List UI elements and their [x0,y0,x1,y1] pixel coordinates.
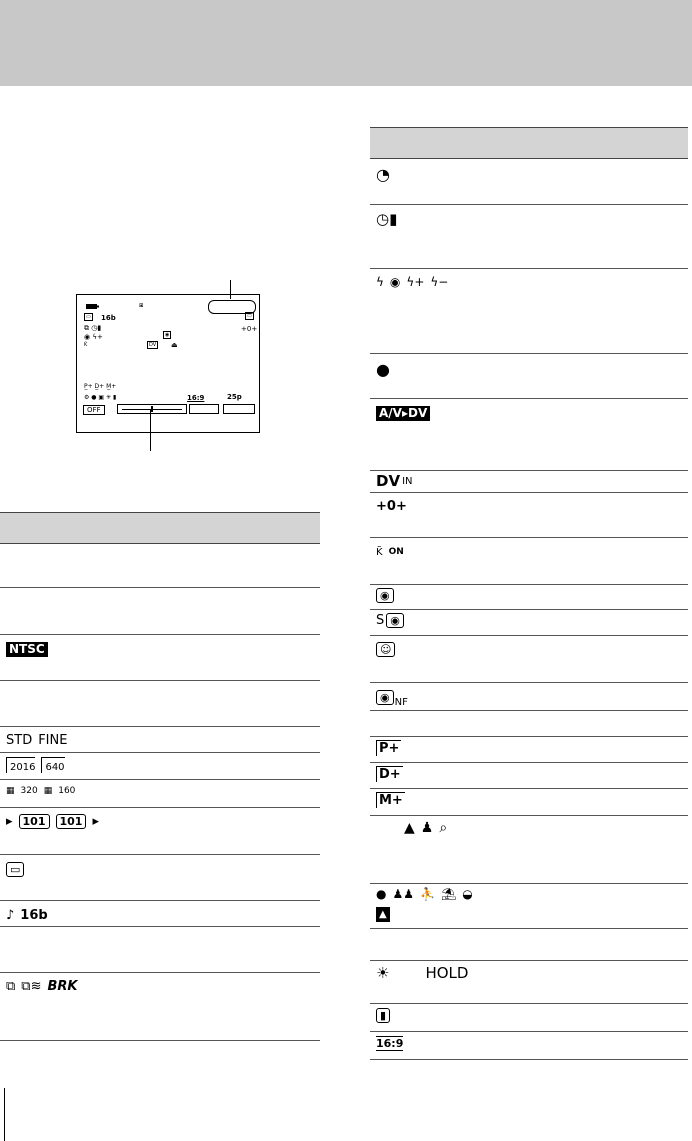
redeye-flash-icon: ◉ ϟ+ [84,333,103,341]
wide-row [376,1034,403,1052]
on-label: ON [388,547,404,557]
ntsc-row [6,640,48,658]
portrait-scene-icon: ● [376,887,387,901]
size-640-label: 640 [41,757,64,773]
landscape-box-icon: ▲ [376,907,390,922]
in-label: IN [402,475,413,487]
folder-101-label: 101 [19,814,50,829]
memory-card-icon: ▭ [247,313,252,319]
magnify-icon: ⌕ [439,820,448,836]
audio-16b-label: 16b [20,907,48,923]
dv-in-row [376,472,413,490]
flash-icon: ϟ [376,275,384,289]
screen-box-1 [189,404,219,414]
size-320-label: 320 [20,786,38,796]
eject-icon: ⏏ [171,341,178,349]
mode-icon: ⧆ [139,301,144,309]
program-d-row [376,765,403,783]
frame-rate-label: 25p [227,393,242,401]
sports-icon: ⛹ [420,887,435,901]
size-2016-label: 2016 [6,757,35,773]
nf-icon: ◉ [376,690,394,705]
record-row [376,360,390,378]
prev-folder-icon: ▸ [6,813,13,829]
scene-icons: P̲+ D̲+ M̲+ [84,383,117,390]
brk-label: BRK [47,978,78,994]
quality-row [6,731,67,749]
steady-row [376,586,394,604]
memory-card-icon: ▭ [6,862,24,877]
page-header-band [0,0,692,86]
self-timer-row [376,165,390,183]
spot-meter-row [376,1006,390,1024]
folder-101b-label: 101 [56,814,87,829]
group-icon: ♟♟ [392,887,414,901]
film-icon: ▦ [6,786,15,796]
nf-row [376,688,408,706]
burst-row [6,977,77,995]
interval-row [376,210,397,228]
audio-bit-label: 16b [101,314,116,322]
sensor-icon: K̃ [376,546,383,558]
record-icon: ● [376,359,390,379]
next-folder-icon: ▸ [92,813,99,829]
dv-icon: DV [149,342,157,348]
nf-label: NF [394,696,408,708]
steady-s-icon: ◉ [386,613,404,628]
ntsc-icon: NTSC [6,642,48,657]
hold-label: HOLD [425,964,469,982]
status-icons: ⚙ ● ▣ ✳ ▮ [84,394,117,401]
sunset-icon: ◒ [462,887,473,901]
av-label: A/V [379,405,402,420]
battery-icon [85,303,99,310]
interval-timer-icon: ◷▮ [376,210,398,228]
program-m-icon: M+ [376,792,405,808]
left-table [0,512,320,1042]
wide-icon: 16:9 [376,1036,404,1050]
steady-icon: ◉ [376,588,394,603]
spot-meter-icon: ▮ [376,1008,390,1023]
std-label: STD [6,732,33,748]
scene-row-a [376,819,447,837]
image-size-row [6,756,65,774]
portrait-icon: ☺ [376,642,395,657]
burst-icon: ⧉ [6,978,16,994]
white-balance-row [376,964,468,982]
right-table-header [370,127,688,159]
lcd-screen-diagram [76,294,260,433]
sun-icon: ☀ [376,964,390,982]
sd-card-icon: ▭ [86,314,91,320]
left-table-header [0,512,320,544]
portrait-row [376,640,395,658]
s-label: S [376,612,385,628]
folder-row [6,812,99,830]
wide-icon: 16:9 [187,394,205,402]
person-icon: ♟ [420,820,434,836]
scene-row-c [376,905,390,923]
sensor-icon: K̃ [84,342,88,348]
program-p-icon: P+ [376,740,401,756]
program-d-icon: D+ [376,766,403,782]
burst-exposure-icon: ⧉≋ [21,978,42,994]
card-row [6,860,24,878]
program-m-row [376,791,405,809]
exposure-row [376,497,407,515]
flash-plus-icon: ϟ+ [406,275,425,289]
program-p-row [376,739,401,757]
flash-row [376,273,448,291]
av-dv-icon: A/V▸DV [376,406,430,421]
dv-label: DV [408,405,428,420]
callout-line-top [230,280,231,299]
beach-icon: ⛱ [440,887,457,901]
fine-label: FINE [38,732,68,748]
steady-s-row [376,611,404,629]
movie-size-row [6,782,75,800]
redeye-icon: ◉ [389,275,401,289]
exposure-label: +0+ [241,325,258,333]
film-icon: ▦ [43,786,53,796]
note-icon: ♪ [6,907,15,923]
flash-minus-icon: ϟ− [430,275,449,289]
page-edge-rule [4,1088,5,1141]
dv-in-label: DV [376,472,401,490]
landscape-icon: ▲ [404,820,415,836]
off-button: OFF [83,405,105,415]
exposure-label: +0+ [376,498,407,514]
screen-box-2 [223,404,255,414]
size-160-label: 160 [58,786,76,796]
eye-icon: ◉ [165,332,170,338]
av-dv-row [376,404,430,422]
right-table [370,127,688,1067]
self-timer-icon: ◔ [376,164,390,184]
callout-line-bottom [150,409,151,451]
burst-icon: ⧉ ◷▮ [84,324,102,332]
audio-row [6,906,48,924]
scene-row-b [376,885,473,903]
nightshot-row [376,543,404,561]
zoom-slider [117,404,187,414]
